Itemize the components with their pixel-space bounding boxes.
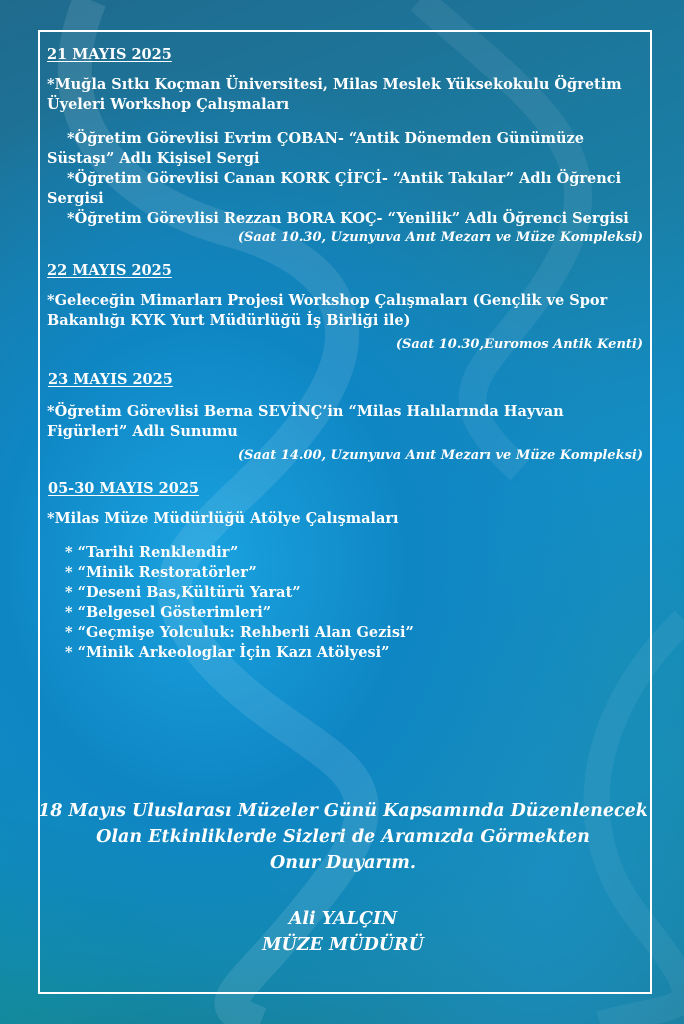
event-title: *Milas Müze Müdürlüğü Atölye Çalışmaları — [47, 510, 399, 527]
event-venue: (Saat 10.30, Uzunyuva Anıt Mezarı ve Müze Kompleksi) — [237, 230, 643, 245]
event-title: *Geleceğin Mimarları Projesi Workshop Çalışmaları (Gençlik ve Spor Bakanlığı KYK Yurt Müdürlüğü İş Birliği ile) — [47, 292, 608, 329]
event-item: *Öğretim Görevlisi Canan KORK ÇİFCİ- “Antik Takılar” Adlı Öğrenci Sergisi — [47, 170, 622, 207]
closing-line: 18 Mayıs Uluslarası Müzeler Günü Kapsamında Düzenlenecek — [38, 801, 648, 821]
signature-block — [38, 906, 648, 958]
event-program — [47, 44, 643, 663]
workshop-item: * “Tarihi Renklendir” — [65, 544, 239, 561]
workshop-item: * “Deseni Bas,Kültürü Yarat” — [65, 584, 301, 601]
workshop-item: * “Geçmişe Yolculuk: Rehberli Alan Gezisi” — [65, 624, 414, 641]
event-day-3 — [47, 371, 643, 466]
event-title: *Öğretim Görevlisi Berna SEVİNÇ’in “Milas Halılarında Hayvan Figürleri” Adlı Sunumu — [47, 403, 564, 440]
event-date: 21 MAYIS 2025 — [47, 46, 172, 63]
event-day-4 — [47, 480, 643, 663]
event-day-2 — [47, 262, 643, 355]
workshop-item: * “Belgesel Gösterimleri” — [65, 604, 272, 621]
event-date: 22 MAYIS 2025 — [47, 262, 172, 279]
workshop-list — [47, 543, 643, 663]
closing-line: Olan Etkinliklerde Sizleri de Aramızda Görmekten — [96, 827, 590, 847]
event-venue: (Saat 14.00, Uzunyuva Anıt Mezarı ve Müze Kompleksi) — [237, 448, 643, 463]
event-venue: (Saat 10.30,Euromos Antik Kenti) — [395, 337, 643, 352]
event-date: 23 MAYIS 2025 — [48, 371, 173, 388]
event-date: 05-30 MAYIS 2025 — [48, 480, 200, 497]
event-item: *Öğretim Görevlisi Evrim ÇOBAN- “Antik Dönemden Günümüze Süstaşı” Adlı Kişisel Sergi — [47, 130, 585, 167]
event-title: *Muğla Sıtkı Koçman Üniversitesi, Milas Meslek Yüksekokulu Öğretim Üyeleri Workshop Çalışmaları — [47, 76, 622, 113]
signature-name: Ali YALÇIN — [288, 909, 398, 929]
workshop-item: * “Minik Restoratörler” — [65, 564, 257, 581]
closing-message — [38, 798, 648, 876]
workshop-item: * “Minik Arkeologlar İçin Kazı Atölyesi” — [65, 644, 390, 661]
event-day-1 — [47, 46, 643, 248]
closing-line: Onur Duyarım. — [270, 853, 416, 873]
signature-title: MÜZE MÜDÜRÜ — [262, 935, 424, 955]
event-item: *Öğretim Görevlisi Rezzan BORA KOÇ- “Yenilik” Adlı Öğrenci Sergisi — [67, 210, 629, 227]
